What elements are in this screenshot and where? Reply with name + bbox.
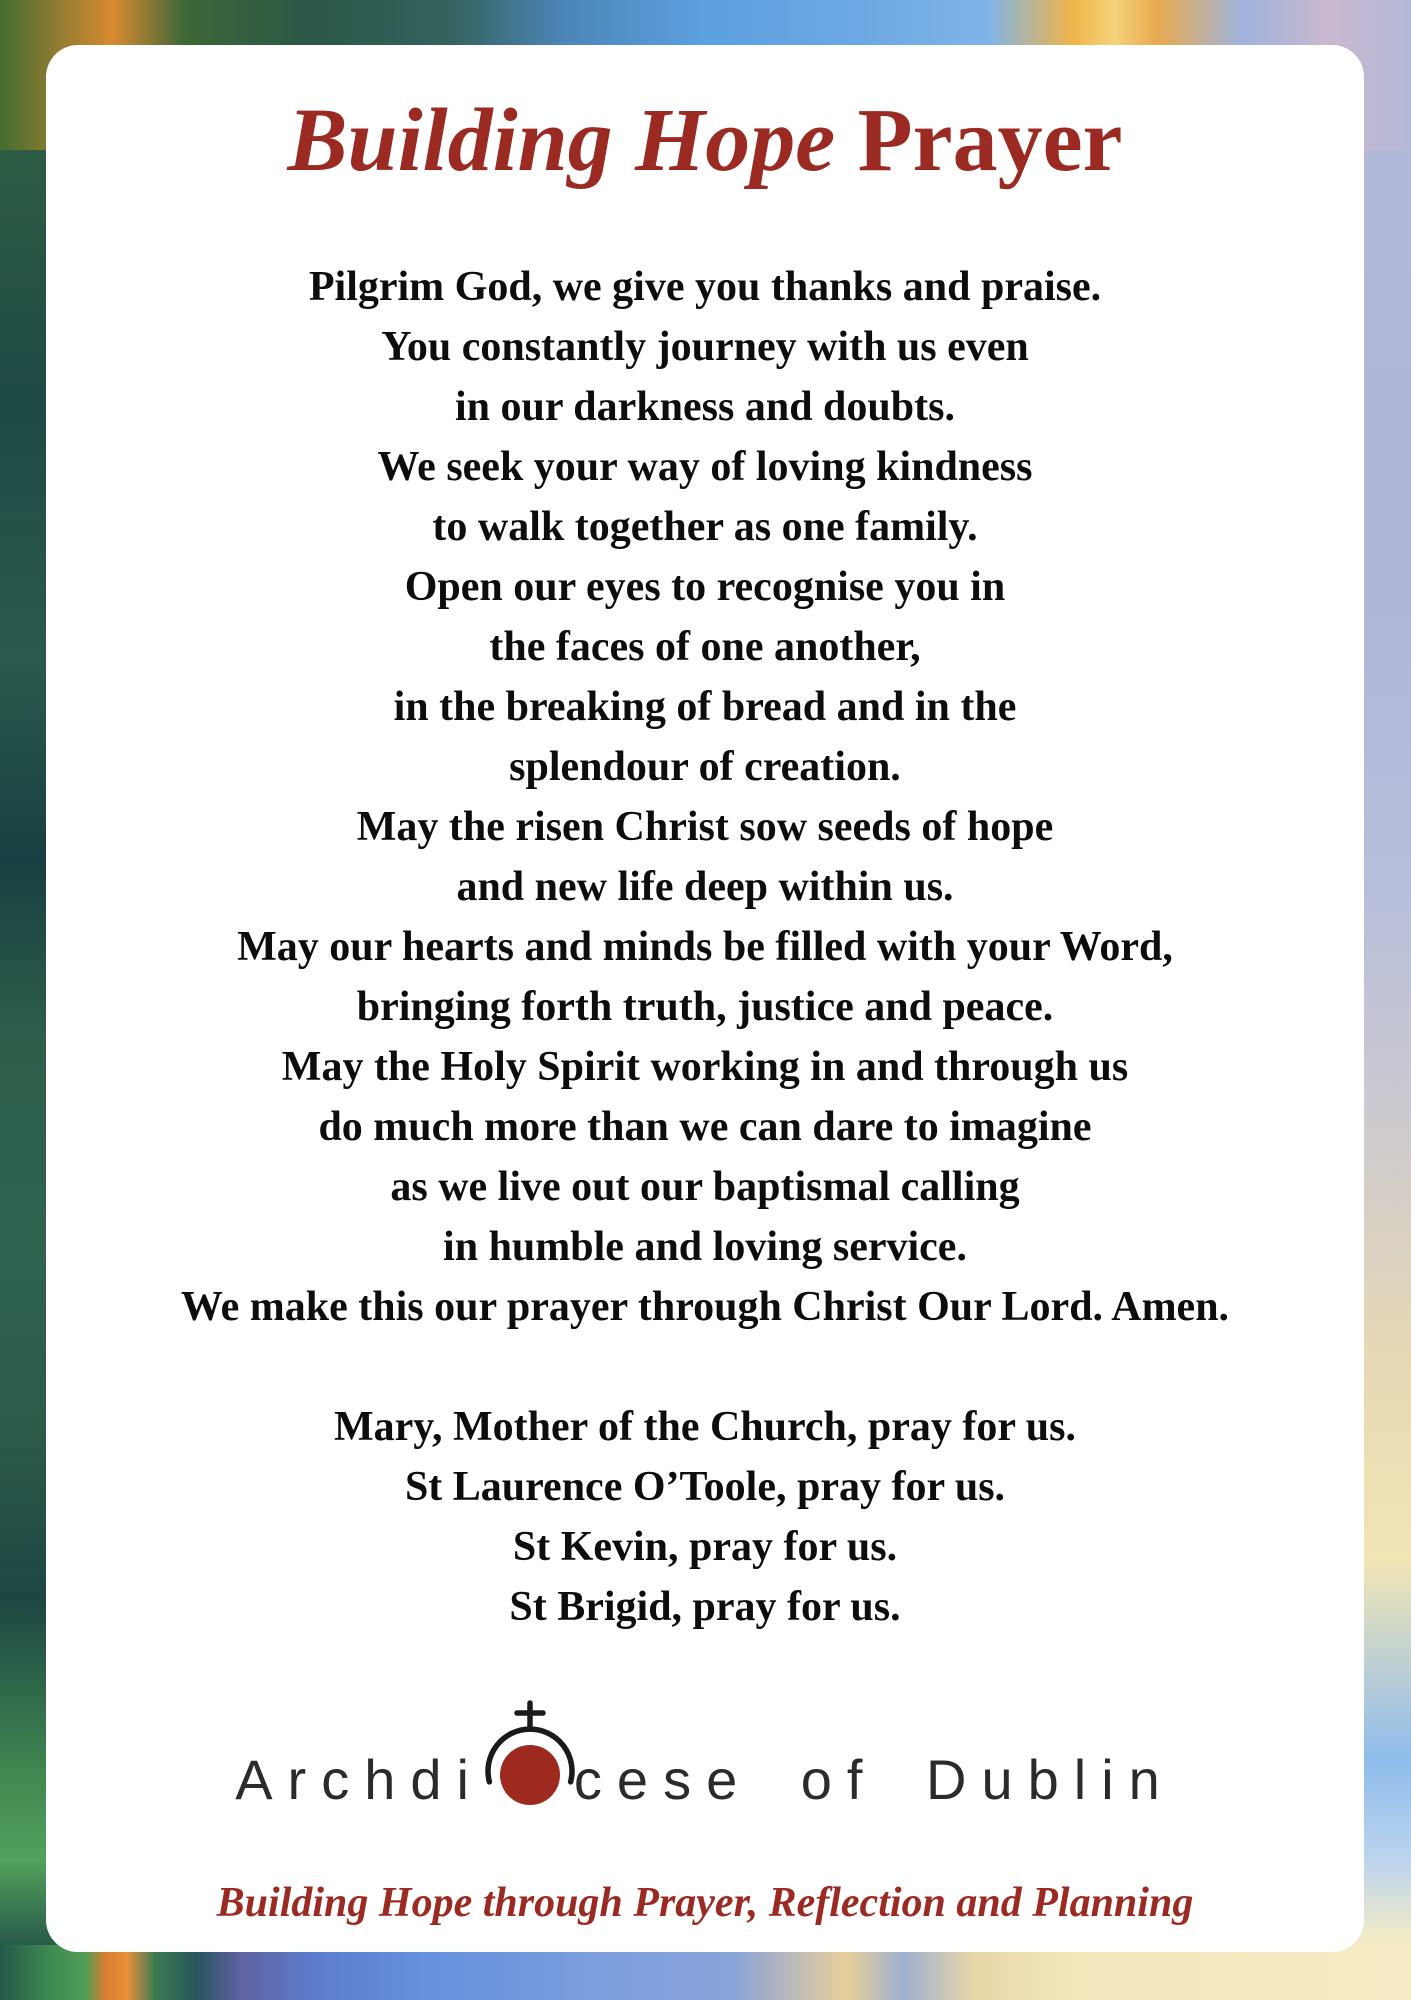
logo-text-after: cese of Dublin — [573, 1748, 1175, 1811]
prayer-text — [46, 257, 1364, 1337]
prayer-line: to walk together as one family. — [432, 504, 978, 550]
archdiocese-logo — [46, 1697, 1364, 1812]
prayer-line: We seek your way of loving kindness — [377, 444, 1033, 490]
prayer-line: in the breaking of bread and in the — [393, 684, 1017, 730]
prayer-line: as we live out our baptismal calling — [390, 1164, 1020, 1210]
prayer-line: Open our eyes to recognise you in — [404, 564, 1006, 610]
cross-over-red-circle-icon — [480, 1697, 580, 1809]
logo-text-before: Archdi — [235, 1748, 484, 1811]
prayer-line: May our hearts and minds be filled with your Word, — [237, 924, 1173, 970]
prayer-card — [46, 45, 1364, 1952]
prayer-line: do much more than we can dare to imagine — [318, 1104, 1092, 1150]
background-sunset-bottom — [0, 1945, 1411, 2000]
prayer-line: the faces of one another, — [489, 624, 921, 670]
prayer-line: May the Holy Spirit working in and through us — [281, 1044, 1129, 1090]
prayer-line: in our darkness and doubts. — [455, 384, 955, 430]
prayer-line: You constantly journey with us even — [381, 324, 1029, 370]
title-regular-part: Prayer — [835, 91, 1123, 190]
title-italic-part: Building Hope — [287, 91, 836, 190]
prayer-line: in humble and loving service. — [443, 1224, 967, 1270]
intercession-line: St Laurence O’Toole, pray for us. — [404, 1464, 1006, 1510]
intercession-line: St Kevin, pray for us. — [512, 1524, 898, 1570]
prayer-line: We make this our prayer through Christ Our Lord. Amen. — [180, 1284, 1230, 1330]
prayer-line: bringing forth truth, justice and peace. — [356, 984, 1054, 1030]
tagline: Building Hope through Prayer, Reflection and Planning — [216, 1880, 1194, 1926]
page-title — [46, 93, 1364, 189]
prayer-line: May the risen Christ sow seeds of hope — [356, 804, 1054, 850]
prayer-line: splendour of creation. — [509, 744, 901, 790]
intercession-line: Mary, Mother of the Church, pray for us. — [334, 1404, 1076, 1450]
prayer-line: and new life deep within us. — [456, 864, 954, 910]
intercession-line: St Brigid, pray for us. — [509, 1584, 901, 1630]
prayer-line: Pilgrim God, we give you thanks and praise. — [308, 264, 1102, 310]
intercessions — [46, 1397, 1364, 1637]
